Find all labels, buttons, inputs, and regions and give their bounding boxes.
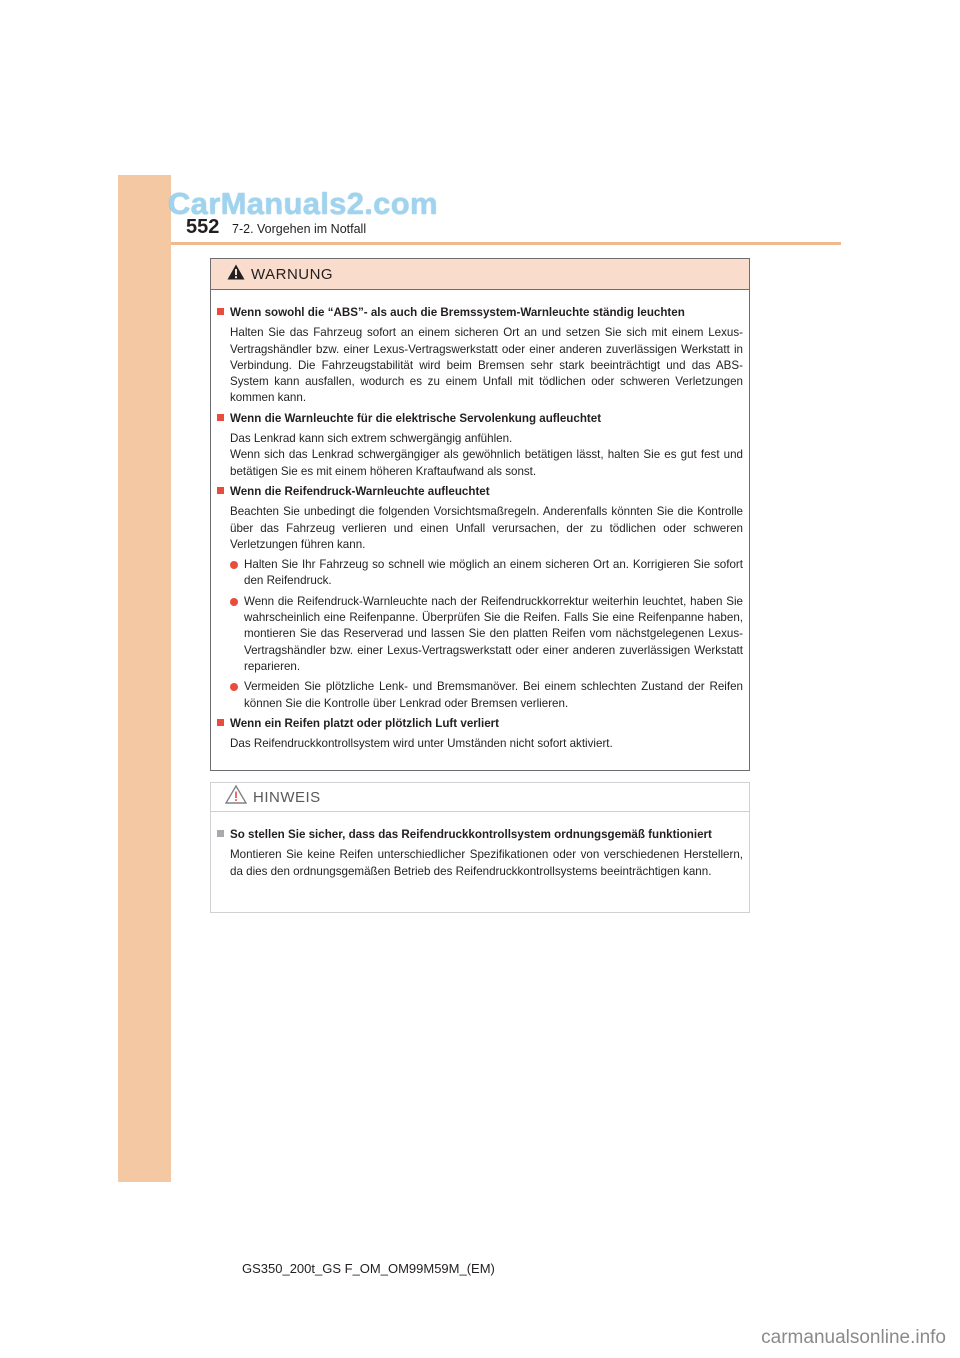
note-header: [211, 783, 749, 812]
header-divider: [171, 242, 841, 245]
warning-box: [210, 258, 750, 771]
grey-square-icon: [217, 830, 224, 837]
warning-bullet: Wenn die Reifendruck-Warnleuchte nach der Reifendruckkorrektur weiterhin leuchtet, haben Sie wahrscheinlich eine Reifenpanne. Überprüfen Sie die Reifen. Falls Sie eine Reifenpanne haben, montieren Sie das Reserverad und lassen Sie den platten Reifen vom nächstgelegenen Lexus-Vertragshändler bzw. einer Lexus-Vertragswerkstatt oder einer anderen zuverlässigen Werkstatt reparieren.: [230, 594, 743, 675]
warning-bullet: Halten Sie Ihr Fahrzeug so schnell wie möglich an einem sicheren Ort an. Korrigieren Sie sofort den Reifendruck.: [230, 557, 743, 590]
note-paragraph: Montieren Sie keine Reifen unterschiedlicher Spezifikationen oder von verschiedenen Herstellern, da dies den ordnungsgemäßen Betrieb des Reifendruckkontrollsystems beeinträchtigen kann.: [230, 848, 743, 878]
warning-paragraph: Das Lenkrad kann sich extrem schwergängig anfühlen.: [230, 432, 513, 446]
warning-subheading: Wenn ein Reifen platzt oder plötzlich Luft verliert: [217, 716, 743, 732]
warning-paragraph: Halten Sie das Fahrzeug sofort an einem sicheren Ort an und setzen Sie sich mit einem Lexus-Vertragshändler bzw. einer Lexus-Vertragswerkstatt oder einer anderen zuverlässigen Werkstatt in Verbindung. Die Fahrzeugstabilität wird beim Bremsen sehr stark beeinträchtigt und das ABS-System kann ausfallen, wodurch es zu einem Unfall mit tödlichen oder schweren Verletzungen kommen kann.: [230, 326, 743, 405]
warning-header: [211, 259, 749, 290]
warning-bullet: Vermeiden Sie plötzliche Lenk- und Bremsmanöver. Bei einem schlechten Zustand der Reifen können Sie die Kontrolle über Lenkrad oder Bremsen verlieren.: [230, 679, 743, 712]
watermark-bottom[interactable]: carmanualsonline.info: [761, 1327, 946, 1348]
watermark-logo-top[interactable]: CarManuals2.com: [168, 186, 438, 221]
red-square-icon: [217, 414, 224, 421]
warning-subheading: Wenn die Warnleuchte für die elektrische Servolenkung aufleuchtet: [217, 411, 743, 427]
bullet-dot-icon: [230, 683, 238, 691]
side-color-band: [118, 175, 171, 1182]
red-square-icon: [217, 719, 224, 726]
note-content: [211, 812, 749, 880]
red-square-icon: [217, 308, 224, 315]
warning-paragraph: Beachten Sie unbedingt die folgenden Vorsichtsmaßregeln. Anderenfalls könnten Sie die Kontrolle über das Fahrzeug verlieren und einen Unfall verursachen, der zu tödlichen oder schweren Verletzungen führen kann.: [230, 505, 743, 551]
note-box: [210, 782, 750, 913]
page-number: 552: [186, 216, 220, 238]
warning-content: [211, 290, 749, 752]
warning-title: WARNUNG: [251, 265, 334, 283]
caution-triangle-icon: [225, 785, 247, 809]
document-code: GS350_200t_GS F_OM_OM99M59M_(EM): [242, 1261, 495, 1276]
section-title: 7-2. Vorgehen im Notfall: [232, 222, 367, 236]
warning-subheading: Wenn sowohl die “ABS”- als auch die Bremssystem-Warnleuchte ständig leuchten: [217, 305, 743, 321]
note-title: HINWEIS: [253, 788, 321, 806]
bullet-dot-icon: [230, 561, 238, 569]
warning-triangle-icon: [227, 264, 245, 285]
bullet-dot-icon: [230, 598, 238, 606]
note-subheading: So stellen Sie sicher, dass das Reifendruckkontrollsystem ordnungsgemäß funktioniert: [217, 827, 743, 843]
warning-paragraph: Das Reifendruckkontrollsystem wird unter Umständen nicht sofort aktiviert.: [230, 737, 613, 751]
warning-paragraph: Wenn sich das Lenkrad schwergängiger als gewöhnlich betätigen lässt, halten Sie es gut fest und betätigen Sie es mit einem höheren Kraftaufwand als sonst.: [230, 448, 743, 478]
red-square-icon: [217, 487, 224, 494]
warning-subheading: Wenn die Reifendruck-Warnleuchte aufleuchtet: [217, 484, 743, 500]
